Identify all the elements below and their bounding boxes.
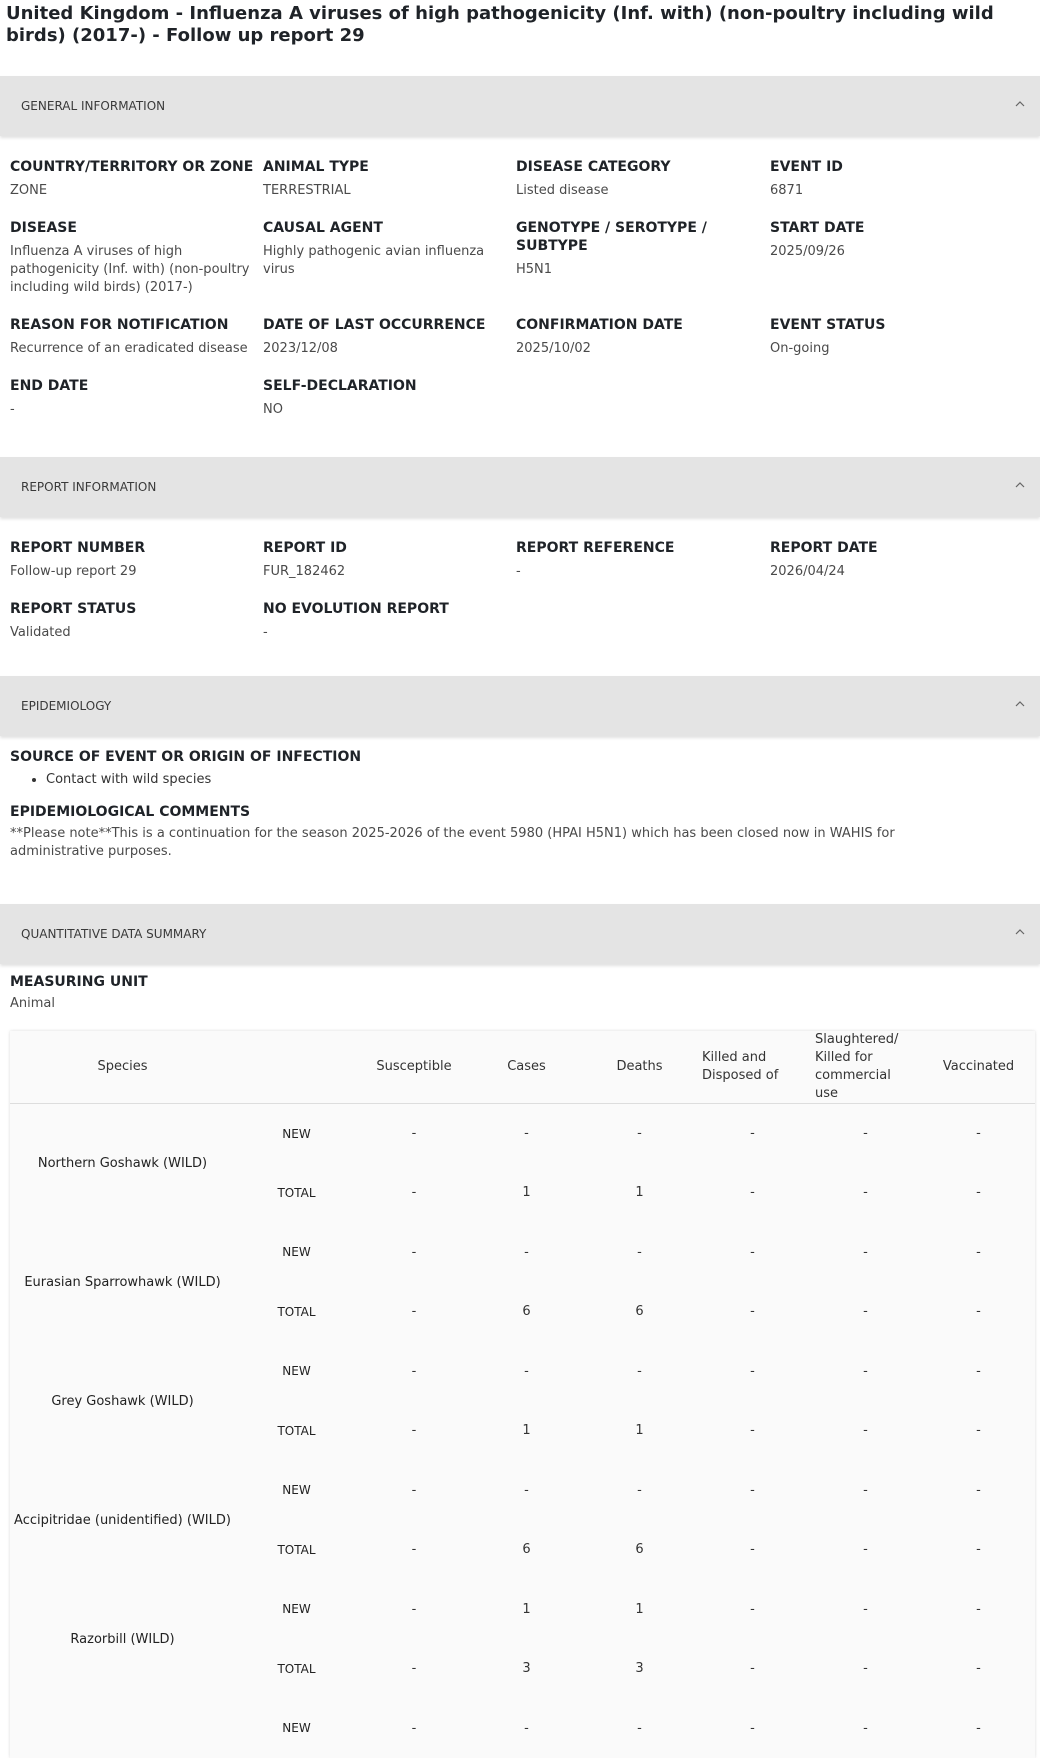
cell-killed-disposed: - — [696, 1223, 809, 1283]
field-value: ZONE — [10, 182, 263, 200]
measuring-unit — [0, 964, 1040, 1013]
general-information-grid — [0, 136, 1040, 419]
cell-deaths: - — [583, 1342, 696, 1402]
table-row — [10, 1223, 1035, 1283]
column-header-species[interactable]: Species — [10, 1031, 235, 1104]
row-kind-total: TOTAL — [235, 1639, 358, 1699]
cell-susceptible: - — [358, 1163, 470, 1223]
cell-deaths: 6 — [583, 1520, 696, 1580]
row-kind-new: NEW — [235, 1223, 358, 1283]
column-header-cases[interactable]: Cases — [470, 1031, 583, 1104]
cell-cases: 3 — [470, 1639, 583, 1699]
cell-cases: 1 — [470, 1580, 583, 1640]
chevron-up-icon[interactable] — [1014, 98, 1026, 110]
cell-vaccinated: - — [922, 1699, 1035, 1758]
cell-deaths: 1 — [583, 1401, 696, 1461]
field-self-declaration — [263, 358, 516, 419]
cell-slaughtered: - — [809, 1401, 922, 1461]
row-kind-new: NEW — [235, 1461, 358, 1521]
column-header-killed-disposed[interactable]: Killed and Disposed of — [696, 1031, 809, 1104]
column-header-kind — [235, 1031, 358, 1104]
source-label: SOURCE OF EVENT OR ORIGIN OF INFECTION — [10, 748, 1040, 766]
cell-killed-disposed: - — [696, 1163, 809, 1223]
field-value: 2023/12/08 — [263, 340, 516, 358]
section-title: REPORT INFORMATION — [21, 480, 156, 494]
column-header-susceptible[interactable]: Susceptible — [358, 1031, 470, 1104]
cell-deaths: 1 — [583, 1580, 696, 1640]
cell-susceptible: - — [358, 1342, 470, 1402]
field-label: REPORT NUMBER — [10, 539, 263, 557]
field-label: DATE OF LAST OCCURRENCE — [263, 316, 516, 334]
row-kind-new: NEW — [235, 1104, 358, 1164]
row-kind-total: TOTAL — [235, 1401, 358, 1461]
cell-susceptible: - — [358, 1223, 470, 1283]
cell-slaughtered: - — [809, 1699, 922, 1758]
field-label: ANIMAL TYPE — [263, 158, 516, 176]
comments-label: EPIDEMIOLOGICAL COMMENTS — [10, 803, 1040, 821]
row-kind-new: NEW — [235, 1342, 358, 1402]
cell-susceptible: - — [358, 1639, 470, 1699]
cell-deaths: 3 — [583, 1639, 696, 1699]
cell-slaughtered: - — [809, 1282, 922, 1342]
cell-cases: - — [470, 1342, 583, 1402]
cell-killed-disposed: - — [696, 1461, 809, 1521]
cell-deaths: - — [583, 1104, 696, 1164]
epidemiology-header[interactable] — [0, 676, 1040, 736]
field-last-occurrence — [263, 297, 516, 358]
field-label: EVENT STATUS — [770, 316, 1030, 334]
cell-slaughtered: - — [809, 1223, 922, 1283]
row-kind-total: TOTAL — [235, 1520, 358, 1580]
cell-deaths: 1 — [583, 1163, 696, 1223]
cell-vaccinated: - — [922, 1163, 1035, 1223]
cell-susceptible: - — [358, 1104, 470, 1164]
field-value: Recurrence of an eradicated disease — [10, 340, 263, 358]
source-list — [10, 770, 1040, 790]
cell-cases: 6 — [470, 1520, 583, 1580]
row-kind-total: TOTAL — [235, 1282, 358, 1342]
table-row — [10, 1104, 1035, 1164]
measuring-unit-value: Animal — [10, 995, 1040, 1013]
field-genotype — [516, 200, 770, 297]
field-animal-type — [263, 139, 516, 200]
field-event-id — [770, 139, 1030, 200]
cell-slaughtered: - — [809, 1520, 922, 1580]
cell-killed-disposed: - — [696, 1520, 809, 1580]
cell-vaccinated: - — [922, 1223, 1035, 1283]
cell-susceptible: - — [358, 1520, 470, 1580]
field-value: - — [263, 624, 516, 642]
cell-deaths: - — [583, 1461, 696, 1521]
cell-cases: 1 — [470, 1163, 583, 1223]
comments-text: **Please note**This is a continuation for the season 2025-2026 of the event 5980 (HPAI H5N1) which has been closed now in WAHIS for administrative purposes. — [10, 825, 1040, 861]
cell-susceptible: - — [358, 1461, 470, 1521]
cell-slaughtered: - — [809, 1580, 922, 1640]
field-value: 6871 — [770, 182, 1030, 200]
field-disease — [10, 200, 263, 297]
cell-killed-disposed: - — [696, 1282, 809, 1342]
field-label: EVENT ID — [770, 158, 1030, 176]
cell-slaughtered: - — [809, 1639, 922, 1699]
cell-deaths: 6 — [583, 1282, 696, 1342]
quantitative-data-header[interactable] — [0, 904, 1040, 964]
cell-cases: - — [470, 1223, 583, 1283]
chevron-up-icon[interactable] — [1014, 479, 1026, 491]
field-value: - — [10, 401, 263, 419]
table-row — [10, 1699, 1035, 1758]
field-label: DISEASE CATEGORY — [516, 158, 770, 176]
cell-deaths: - — [583, 1223, 696, 1283]
field-value: Follow-up report 29 — [10, 563, 263, 581]
field-label: NO EVOLUTION REPORT — [263, 600, 516, 618]
cell-killed-disposed: - — [696, 1699, 809, 1758]
section-title: QUANTITATIVE DATA SUMMARY — [21, 927, 206, 941]
field-label: CAUSAL AGENT — [263, 219, 516, 237]
epidemiology-body — [0, 736, 1040, 861]
cell-vaccinated: - — [922, 1342, 1035, 1402]
cell-cases: 6 — [470, 1282, 583, 1342]
field-report-number — [10, 520, 263, 581]
field-label: REPORT REFERENCE — [516, 539, 770, 557]
field-label: DISEASE — [10, 219, 263, 237]
cell-deaths: - — [583, 1699, 696, 1758]
field-event-status — [770, 297, 1030, 358]
row-kind-new: NEW — [235, 1580, 358, 1640]
field-value: On-going — [770, 340, 1030, 358]
cell-susceptible: - — [358, 1699, 470, 1758]
field-label: COUNTRY/TERRITORY OR ZONE — [10, 158, 263, 176]
field-report-reference — [516, 520, 770, 581]
report-information-grid — [0, 517, 1040, 642]
table-row — [10, 1461, 1035, 1521]
field-value: 2025/10/02 — [516, 340, 770, 358]
species-name: Razorbill (WILD) — [10, 1580, 235, 1699]
field-confirmation-date — [516, 297, 770, 358]
field-reason — [10, 297, 263, 358]
cell-slaughtered: - — [809, 1342, 922, 1402]
cell-slaughtered: - — [809, 1163, 922, 1223]
table-header-row — [10, 1031, 1035, 1104]
field-label: REPORT STATUS — [10, 600, 263, 618]
report-information-header[interactable] — [0, 457, 1040, 517]
field-country — [10, 139, 263, 200]
row-kind-total: TOTAL — [235, 1163, 358, 1223]
field-no-evolution-report — [263, 581, 516, 642]
field-label: START DATE — [770, 219, 1030, 237]
field-value: Influenza A viruses of high pathogenicity (Inf. with) (non-poultry including wild birds) (2017-) — [10, 243, 263, 297]
row-kind-new: NEW — [235, 1699, 358, 1758]
field-disease-category — [516, 139, 770, 200]
quantitative-data-table — [10, 1031, 1035, 1758]
cell-vaccinated: - — [922, 1401, 1035, 1461]
field-report-status — [10, 581, 263, 642]
field-label: SELF-DECLARATION — [263, 377, 516, 395]
field-value: TERRESTRIAL — [263, 182, 516, 200]
field-value: - — [516, 563, 770, 581]
field-report-id — [263, 520, 516, 581]
cell-vaccinated: - — [922, 1639, 1035, 1699]
field-label: REASON FOR NOTIFICATION — [10, 316, 263, 334]
page-title: United Kingdom - Influenza A viruses of high pathogenicity (Inf. with) (non-poultry including wild birds) (2017-) - Follow up report 29 — [0, 0, 1040, 76]
cell-cases: 1 — [470, 1401, 583, 1461]
chevron-up-icon[interactable] — [1014, 698, 1026, 710]
section-title: EPIDEMIOLOGY — [21, 699, 111, 713]
cell-vaccinated: - — [922, 1104, 1035, 1164]
field-label: CONFIRMATION DATE — [516, 316, 770, 334]
section-title: GENERAL INFORMATION — [21, 99, 165, 113]
cell-slaughtered: - — [809, 1104, 922, 1164]
column-header-deaths[interactable]: Deaths — [583, 1031, 696, 1104]
field-label: REPORT DATE — [770, 539, 1030, 557]
cell-cases: - — [470, 1461, 583, 1521]
cell-vaccinated: - — [922, 1461, 1035, 1521]
species-name: Grey Goshawk (WILD) — [10, 1342, 235, 1461]
cell-killed-disposed: - — [696, 1104, 809, 1164]
cell-cases: - — [470, 1699, 583, 1758]
field-end-date — [10, 358, 263, 419]
field-label: REPORT ID — [263, 539, 516, 557]
cell-slaughtered: - — [809, 1461, 922, 1521]
field-value: NO — [263, 401, 516, 419]
field-value: Validated — [10, 624, 263, 642]
species-name: Northern Goshawk (WILD) — [10, 1104, 235, 1223]
field-value: 2025/09/26 — [770, 243, 1030, 261]
cell-cases: - — [470, 1104, 583, 1164]
table-row — [10, 1342, 1035, 1402]
field-value: FUR_182462 — [263, 563, 516, 581]
table-row — [10, 1580, 1035, 1640]
cell-susceptible: - — [358, 1401, 470, 1461]
cell-killed-disposed: - — [696, 1342, 809, 1402]
field-value: H5N1 — [516, 261, 770, 279]
cell-killed-disposed: - — [696, 1580, 809, 1640]
field-report-date — [770, 520, 1030, 581]
table-body — [10, 1104, 1035, 1758]
field-value: 2026/04/24 — [770, 563, 1030, 581]
field-label: END DATE — [10, 377, 263, 395]
chevron-up-icon[interactable] — [1014, 926, 1026, 938]
cell-vaccinated: - — [922, 1282, 1035, 1342]
general-information-header[interactable] — [0, 76, 1040, 136]
species-name — [10, 1699, 235, 1758]
column-header-vaccinated[interactable]: Vaccinated — [922, 1031, 1035, 1104]
cell-killed-disposed: - — [696, 1639, 809, 1699]
cell-killed-disposed: - — [696, 1401, 809, 1461]
cell-susceptible: - — [358, 1580, 470, 1640]
species-name: Accipitridae (unidentified) (WILD) — [10, 1461, 235, 1580]
list-item: • Contact with wild species — [46, 770, 1040, 790]
column-header-slaughtered[interactable]: Slaughtered/ Killed for commercial use — [809, 1031, 922, 1104]
measuring-unit-label: MEASURING UNIT — [10, 973, 1040, 991]
field-label: GENOTYPE / SEROTYPE / SUBTYPE — [516, 219, 770, 255]
cell-vaccinated: - — [922, 1580, 1035, 1640]
field-value: Listed disease — [516, 182, 770, 200]
cell-vaccinated: - — [922, 1520, 1035, 1580]
cell-susceptible: - — [358, 1282, 470, 1342]
field-causal-agent — [263, 200, 516, 297]
field-value: Highly pathogenic avian influenza virus — [263, 243, 516, 279]
species-name: Eurasian Sparrowhawk (WILD) — [10, 1223, 235, 1342]
field-start-date — [770, 200, 1030, 297]
